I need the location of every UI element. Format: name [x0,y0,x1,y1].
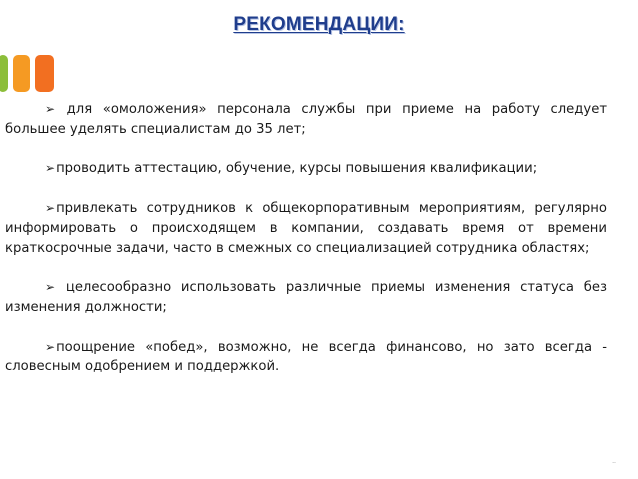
list-item [5,100,607,140]
page-number: .. [612,458,616,465]
check-arrow-icon: ➢ [45,102,56,116]
recommendations-list [5,100,607,377]
list-item-text: для «омоложения» персонала службы при приеме на работу следует большее уделять специалистам до 35 лет; [5,102,607,137]
orange-decor-block [13,55,30,92]
list-item-text: поощрение «побед», возможно, не всегда финансово, но зато всегда - словесным одобрением и поддержкой. [5,339,607,375]
list-item [5,338,607,378]
list-item-text: проводить аттестацию, обучение, курсы повышения квалификации; [56,161,538,177]
list-item-text: привлекать сотрудников к общекорпоративным мероприятиям, регулярно информировать о происходящем в компании, создавать время от времени краткосрочные задачи, часто в смежных со специализацией сотрудника областях; [5,200,607,256]
green-decor-block [0,55,8,92]
list-item [5,278,607,318]
check-arrow-icon: ➢ [45,280,56,295]
check-arrow-icon: ➢ [45,161,56,176]
orange-decor-block [35,55,54,92]
check-arrow-icon: ➢ [45,200,56,215]
list-item-text: целесообразно использовать различные приемы изменения статуса без изменения должности; [5,280,607,315]
list-item [5,159,607,179]
page-title: РЕКОМЕНДАЦИИ: [233,14,405,35]
check-arrow-icon: ➢ [45,339,56,354]
list-item [5,199,607,258]
